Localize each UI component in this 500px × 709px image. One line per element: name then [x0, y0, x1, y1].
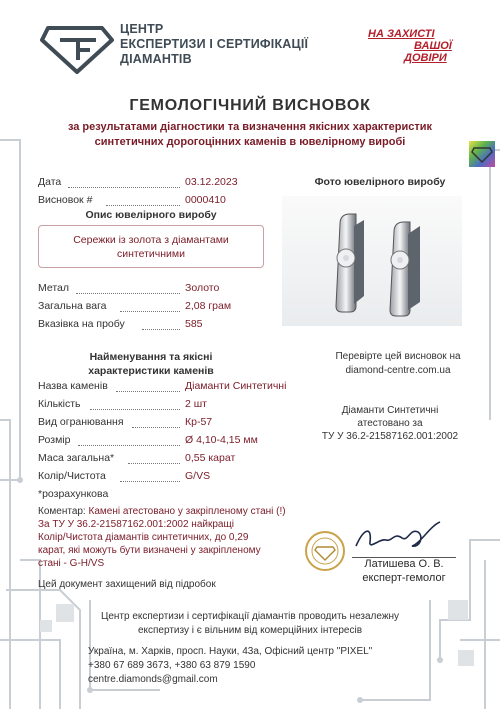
org-name-line1: ЦЕНТР [120, 22, 164, 36]
comment-line1 [38, 505, 308, 518]
dotted-leader [132, 418, 180, 428]
size-label: Розмір [38, 434, 71, 446]
conclusion-label: Висновок # [38, 194, 93, 206]
metal-label: Метал [38, 282, 70, 294]
hallmark-label: Вказівка на пробу [38, 318, 125, 330]
mass-value: 0,55 карат [185, 452, 236, 464]
verify-line1: Перевірте цей висновок на [335, 351, 461, 362]
size-row [38, 434, 270, 448]
comment-text: Камені атестовано у закріпленому стані (!) [88, 506, 286, 517]
footer-email[interactable]: centre.diamonds@gmail.com [88, 674, 218, 685]
hologram-sticker-icon [468, 140, 496, 168]
description-heading: Опис ювелірного виробу [85, 209, 217, 221]
mass-row [38, 452, 270, 466]
color-clarity-row [38, 470, 270, 484]
dotted-leader [76, 284, 180, 294]
stones-heading-line1: Найменування та якісні [89, 351, 213, 363]
certified-line1: Діаманти Синтетичні [341, 405, 439, 416]
signer-role: експерт-гемолог [362, 572, 446, 584]
stamp-line3: ДОВІРИ [404, 52, 447, 64]
weight-row [38, 300, 270, 314]
dotted-leader [106, 196, 180, 206]
mass-label: Маса загальна* [38, 452, 115, 464]
description-box [38, 225, 264, 268]
stone-name-value: Діаманти Синтетичні [185, 380, 287, 392]
metal-row [38, 282, 270, 296]
date-value: 03.12.2023 [185, 176, 238, 188]
org-name [120, 22, 308, 67]
comment-line6: Цей документ захищений від підробок [38, 579, 216, 590]
footer-about [0, 610, 500, 638]
dotted-leader [116, 382, 180, 392]
metal-value: Золото [185, 282, 220, 294]
description-line2: синтетичними [117, 248, 185, 260]
count-label: Кількість [38, 398, 81, 410]
dotted-leader [120, 472, 180, 482]
diamond-logo-icon [38, 20, 116, 76]
count-value: 2 шт [185, 398, 207, 410]
footer-about-line2: експертизу і є вільним від комерційних інтересів [137, 625, 363, 636]
comment-line2: За ТУ У 36.2-21587162.001:2002 найкращі [38, 519, 234, 530]
photo-caption: Фото ювелірного виробу [314, 176, 446, 188]
description-line1: Сережки із золота з діамантами [73, 234, 229, 246]
weight-label: Загальна вага [38, 300, 107, 312]
signer-name: Латишева О. В. [364, 558, 444, 570]
count-row [38, 398, 270, 412]
footnote-row [38, 488, 270, 502]
certification-seal-icon [304, 530, 346, 572]
size-value: Ø 4,10-4,15 мм [185, 434, 258, 446]
cut-label: Вид огранювання [38, 416, 124, 428]
dotted-leader [78, 436, 180, 446]
comment-line3: Колір/Чистота діамантів синтетичних, до 0,29 [38, 532, 249, 543]
dotted-leader [90, 400, 180, 410]
trust-stamp [360, 28, 460, 66]
earrings-photo [282, 196, 462, 326]
org-name-line3: ДІАМАНТІВ [120, 52, 192, 66]
signer-block [352, 557, 456, 585]
date-row [38, 176, 270, 190]
signature-icon [350, 518, 450, 558]
subtitle-line1: за результатами діагностики та визначення якісних характеристик [67, 121, 433, 133]
comment-line4: карат, які можуть бути визначені у закріпленому [38, 545, 261, 556]
verify-site-link[interactable]: diamond-centre.com.ua [345, 365, 451, 376]
conclusion-value: 0000410 [185, 194, 226, 206]
footer-phones[interactable]: +380 67 689 3673, +380 63 879 1590 [88, 660, 256, 671]
color-clarity-value: G/VS [185, 470, 211, 482]
stone-name-label: Назва каменів [38, 380, 108, 392]
footer-contacts [88, 645, 428, 687]
comment-label: Коментар: [38, 506, 86, 517]
certified-line3: ТУ У 36.2-21587162.001:2002 [321, 431, 459, 442]
document-subtitle [0, 120, 500, 150]
stones-heading-line2: характеристики каменів [88, 365, 214, 377]
footer-address: Україна, м. Харків, просп. Науки, 43а, Офісний центр "PIXEL" [88, 646, 373, 657]
footer-about-line1: Центр експертизи і сертифікації діамантів проводить незалежну [100, 611, 400, 622]
mass-footnote: *розрахункова [38, 488, 109, 500]
stamp-line1: НА ЗАХИСТІ [368, 28, 435, 40]
hallmark-value: 585 [185, 318, 203, 330]
weight-value: 2,08 грам [185, 300, 232, 312]
stone-name-row [38, 380, 288, 394]
cut-row [38, 416, 270, 430]
dotted-leader [128, 454, 180, 464]
date-label: Дата [38, 176, 62, 188]
dotted-leader [68, 178, 180, 188]
dotted-leader [142, 320, 180, 330]
org-name-line2: ЕКСПЕРТИЗИ І СЕРТИФІКАЦІЇ [120, 37, 309, 51]
document-title: ГЕМОЛОГІЧНИЙ ВИСНОВОК [129, 97, 371, 114]
subtitle-line2: синтетичних дорогоцінних каменів в ювелірному виробі [94, 136, 406, 148]
comment-block [38, 505, 308, 591]
conclusion-row [38, 194, 270, 208]
certified-block [290, 404, 490, 443]
verify-block [308, 350, 488, 378]
hallmark-row [38, 318, 270, 332]
cut-value: Кр-57 [185, 416, 213, 428]
dotted-leader [120, 302, 180, 312]
color-clarity-label: Колір/Чистота [38, 470, 106, 482]
stamp-line2: ВАШОЇ [414, 40, 452, 52]
stones-heading [38, 350, 264, 378]
comment-line5: стані - G-H/VS [38, 558, 105, 569]
certified-line2: атестовано за [357, 418, 423, 429]
